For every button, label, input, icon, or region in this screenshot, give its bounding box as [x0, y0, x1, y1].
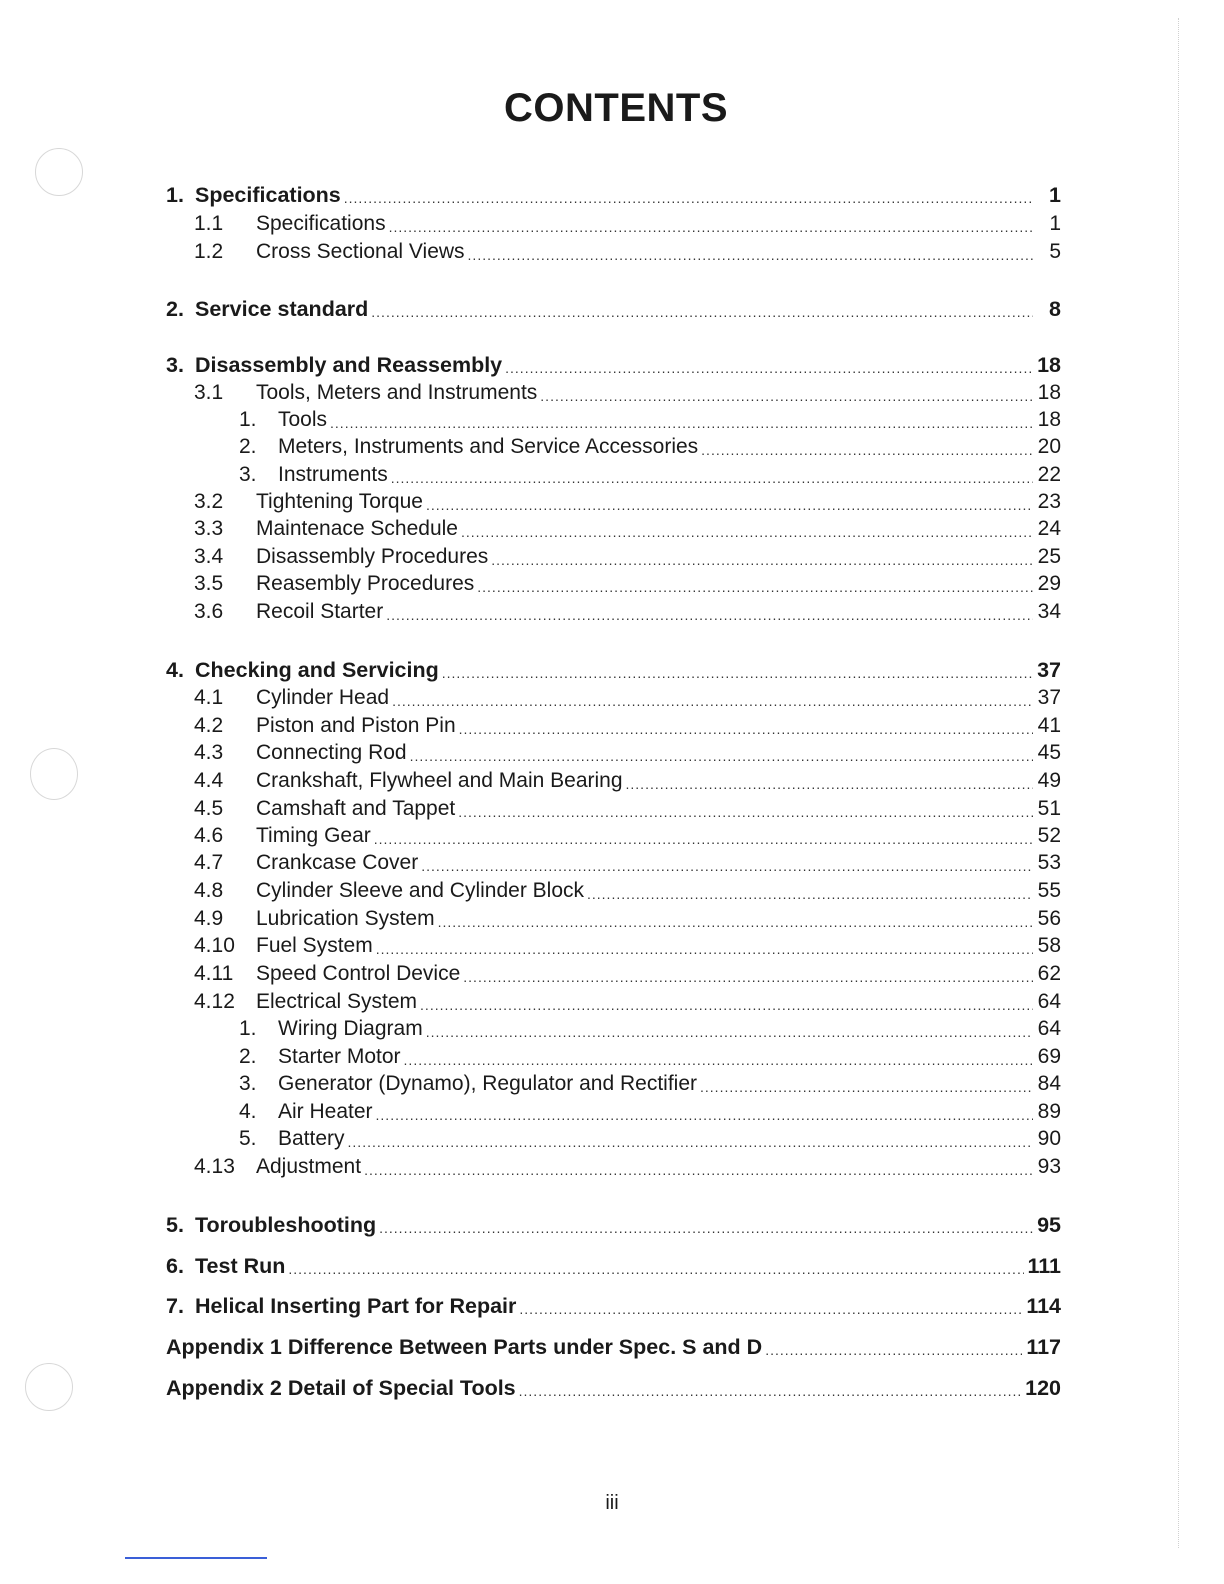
- toc-entry-label: Checking and Servicing: [195, 658, 439, 682]
- page-number-footer: iii: [605, 1492, 619, 1514]
- toc-entry-label: Piston and Piston Pin: [256, 714, 456, 737]
- toc-section-entry[interactable]: [194, 849, 1061, 875]
- toc-entry-label: Disassembly Procedures: [256, 545, 489, 568]
- toc-entry-label: Cylinder Head: [256, 686, 390, 709]
- toc-entry-number: 3.3: [194, 517, 224, 540]
- toc-entry-label: Instruments: [278, 463, 388, 486]
- toc-entry-page-number: 55: [1037, 879, 1061, 902]
- toc-entry-label: Maintenace Schedule: [256, 517, 458, 540]
- toc-entry-number: 1.: [166, 183, 184, 207]
- toc-chapter-entry[interactable]: [166, 295, 1061, 321]
- dot-leader: [376, 940, 1033, 958]
- toc-entry-label: Wiring Diagram: [278, 1017, 423, 1040]
- dot-leader: [364, 1161, 1033, 1179]
- dot-leader: [463, 968, 1033, 986]
- dot-leader: [505, 359, 1033, 377]
- dot-leader: [700, 1078, 1033, 1096]
- toc-section-entry[interactable]: [194, 877, 1061, 903]
- toc-entry-page-number: 37: [1037, 658, 1061, 682]
- toc-entry-label: Cylinder Sleeve and Cylinder Block: [256, 879, 584, 902]
- toc-chapter-entry[interactable]: [166, 656, 1061, 682]
- toc-entry-label: Crankcase Cover: [256, 851, 419, 874]
- toc-entry-number: 4.2: [194, 714, 224, 737]
- toc-entry-number: 4.12: [194, 990, 235, 1013]
- toc-entry-label: Connecting Rod: [256, 741, 407, 764]
- dot-leader: [389, 218, 1033, 236]
- toc-entry-number: 3.: [239, 463, 257, 486]
- dot-leader: [540, 387, 1033, 405]
- dot-leader: [442, 664, 1033, 682]
- toc-chapter-entry[interactable]: [166, 1252, 1061, 1278]
- dot-leader: [426, 1023, 1033, 1041]
- toc-entry-page-number: 49: [1037, 769, 1061, 792]
- toc-section-entry[interactable]: [194, 739, 1061, 765]
- toc-section-entry[interactable]: [194, 767, 1061, 793]
- toc-section-entry[interactable]: [194, 515, 1061, 541]
- toc-entry-label: Fuel System: [256, 934, 373, 957]
- toc-entry-label: Disassembly and Reassembly: [195, 353, 503, 377]
- toc-entry-page-number: 18: [1037, 353, 1061, 377]
- toc-section-entry[interactable]: [194, 822, 1061, 848]
- toc-entry-page-number: 62: [1037, 962, 1061, 985]
- dot-leader: [438, 913, 1033, 931]
- toc-entry-page-number: 64: [1037, 990, 1061, 1013]
- toc-entry-label: Cross Sectional Views: [256, 240, 465, 263]
- toc-section-entry[interactable]: [194, 1153, 1061, 1179]
- toc-subsection-entry[interactable]: [239, 1043, 1061, 1069]
- dot-leader: [626, 775, 1033, 793]
- toc-entry-number: 1.: [239, 408, 257, 431]
- toc-entry-label: Appendix 1 Difference Between Parts under Spec. S and D: [166, 1335, 763, 1359]
- toc-section-entry[interactable]: [194, 598, 1061, 624]
- toc-entry-page-number: 84: [1037, 1072, 1061, 1095]
- dot-leader: [288, 1260, 1023, 1278]
- toc-chapter-entry[interactable]: [166, 181, 1061, 207]
- toc-entry-number: 4.5: [194, 797, 224, 820]
- toc-entry-number: 4.8: [194, 879, 224, 902]
- toc-entry-page-number: 20: [1037, 435, 1061, 458]
- toc-section-entry[interactable]: [194, 795, 1061, 821]
- toc-section-entry[interactable]: [194, 570, 1061, 596]
- toc-entry-page-number: 29: [1037, 572, 1061, 595]
- dot-leader: [348, 1133, 1033, 1151]
- dot-leader: [491, 551, 1033, 569]
- toc-entry-label: Appendix 2 Detail of Special Tools: [166, 1376, 516, 1400]
- toc-entry-page-number: 111: [1027, 1254, 1061, 1278]
- toc-subsection-entry[interactable]: [239, 406, 1061, 432]
- dot-leader: [765, 1341, 1022, 1359]
- toc-entry-label: Recoil Starter: [256, 600, 384, 623]
- toc-entry-label: Air Heater: [278, 1100, 373, 1123]
- toc-entry-number: 1.: [239, 1017, 257, 1040]
- toc-entry-number: 1.1: [194, 212, 224, 235]
- toc-entry-page-number: 120: [1025, 1376, 1061, 1400]
- toc-entry-number: 3.5: [194, 572, 224, 595]
- toc-entry-label: Lubrication System: [256, 907, 435, 930]
- dot-leader: [379, 1219, 1033, 1237]
- toc-entry-number: 2.: [166, 297, 184, 321]
- toc-entry-number: 4.4: [194, 769, 224, 792]
- toc-entry-page-number: 90: [1037, 1127, 1061, 1150]
- toc-entry-number: 4.: [166, 658, 184, 682]
- toc-entry-number: 3.4: [194, 545, 224, 568]
- toc-entry-page-number: 45: [1037, 741, 1061, 764]
- toc-entry-number: 4.6: [194, 824, 224, 847]
- dot-leader: [458, 803, 1033, 821]
- dot-leader: [519, 1382, 1021, 1400]
- toc-entry-page-number: 51: [1037, 797, 1061, 820]
- underline-mark: [125, 1557, 267, 1559]
- toc-entry-label: Electrical System: [256, 990, 418, 1013]
- toc-chapter-entry[interactable]: [166, 1333, 1061, 1359]
- toc-entry-page-number: 69: [1037, 1045, 1061, 1068]
- toc-entry-number: 4.9: [194, 907, 224, 930]
- toc-entry-label: Battery: [278, 1127, 345, 1150]
- toc-entry-label: Timing Gear: [256, 824, 371, 847]
- toc-entry-label: Generator (Dynamo), Regulator and Rectifier: [278, 1072, 698, 1095]
- toc-subsection-entry[interactable]: [239, 1098, 1061, 1124]
- dot-leader: [330, 414, 1033, 432]
- toc-entry-label: Helical Inserting Part for Repair: [195, 1294, 517, 1318]
- toc-entry-page-number: 41: [1037, 714, 1061, 737]
- toc-entry-page-number: 34: [1037, 600, 1061, 623]
- toc-subsection-entry[interactable]: [239, 1015, 1061, 1041]
- dot-leader: [420, 996, 1033, 1014]
- toc-entry-page-number: 25: [1037, 545, 1061, 568]
- toc-entry-page-number: 52: [1037, 824, 1061, 847]
- toc-entry-page-number: 58: [1037, 934, 1061, 957]
- dot-leader: [386, 606, 1033, 624]
- dot-leader: [426, 496, 1033, 514]
- toc-section-entry[interactable]: [194, 238, 1061, 264]
- toc-entry-number: 4.10: [194, 934, 235, 957]
- toc-chapter-entry[interactable]: [166, 1211, 1061, 1237]
- toc-entry-page-number: 18: [1037, 408, 1061, 431]
- toc-subsection-entry[interactable]: [239, 433, 1061, 459]
- toc-section-entry[interactable]: [194, 488, 1061, 514]
- page-title: CONTENTS: [504, 86, 728, 130]
- dot-leader: [371, 303, 1033, 321]
- toc-entry-page-number: 1: [1049, 212, 1061, 235]
- toc-entry-page-number: 37: [1037, 686, 1061, 709]
- toc-section-entry[interactable]: [194, 960, 1061, 986]
- toc-entry-label: Reasembly Procedures: [256, 572, 475, 595]
- toc-subsection-entry[interactable]: [239, 1125, 1061, 1151]
- toc-entry-number: 6.: [166, 1254, 184, 1278]
- punch-hole-mark: [30, 748, 78, 800]
- toc-section-entry[interactable]: [194, 684, 1061, 710]
- toc-entry-label: Starter Motor: [278, 1045, 401, 1068]
- toc-entry-page-number: 23: [1037, 490, 1061, 513]
- dot-leader: [410, 747, 1033, 765]
- toc-entry-page-number: 5: [1049, 240, 1061, 263]
- dot-leader: [459, 720, 1033, 738]
- punch-hole-mark: [25, 1363, 73, 1411]
- toc-chapter-entry[interactable]: [166, 1292, 1061, 1318]
- toc-entry-page-number: 117: [1026, 1335, 1061, 1359]
- dot-leader: [376, 1106, 1033, 1124]
- toc-entry-page-number: 18: [1037, 381, 1061, 404]
- toc-entry-number: 3.: [239, 1072, 257, 1095]
- toc-section-entry[interactable]: [194, 932, 1061, 958]
- dot-leader: [392, 692, 1033, 710]
- toc-entry-label: Service standard: [195, 297, 369, 321]
- toc-entry-number: 5.: [166, 1213, 184, 1237]
- toc-entry-page-number: 56: [1037, 907, 1061, 930]
- toc-chapter-entry[interactable]: [166, 1374, 1061, 1400]
- toc-chapter-entry[interactable]: [166, 351, 1061, 377]
- toc-entry-number: 4.7: [194, 851, 224, 874]
- toc-entry-label: Speed Control Device: [256, 962, 461, 985]
- toc-section-entry[interactable]: [194, 988, 1061, 1014]
- toc-entry-number: 4.13: [194, 1155, 235, 1178]
- dot-leader: [404, 1051, 1033, 1069]
- toc-entry-page-number: 22: [1037, 463, 1061, 486]
- toc-entry-number: 2.: [239, 435, 257, 458]
- toc-entry-label: Tools: [278, 408, 328, 431]
- dot-leader: [587, 885, 1033, 903]
- dot-leader: [421, 857, 1033, 875]
- toc-entry-label: Specifications: [256, 212, 386, 235]
- toc-entry-label: Tools, Meters and Instruments: [256, 381, 538, 404]
- toc-entry-label: Camshaft and Tappet: [256, 797, 456, 820]
- dot-leader: [391, 469, 1033, 487]
- toc-entry-number: 4.1: [194, 686, 224, 709]
- toc-entry-number: 4.: [239, 1100, 257, 1123]
- dot-leader: [344, 189, 1033, 207]
- toc-entry-page-number: 93: [1037, 1155, 1061, 1178]
- dot-leader: [477, 578, 1033, 596]
- dot-leader: [374, 830, 1033, 848]
- toc-subsection-entry[interactable]: [239, 461, 1061, 487]
- toc-entry-number: 3.2: [194, 490, 224, 513]
- toc-section-entry[interactable]: [194, 210, 1061, 236]
- punch-hole-mark: [35, 148, 83, 196]
- toc-entry-page-number: 8: [1049, 297, 1061, 321]
- toc-section-entry[interactable]: [194, 543, 1061, 569]
- toc-entry-page-number: 1: [1049, 183, 1061, 207]
- toc-entry-label: Crankshaft, Flywheel and Main Bearing: [256, 769, 623, 792]
- toc-entry-number: 3.: [166, 353, 184, 377]
- toc-entry-label: Meters, Instruments and Service Accessories: [278, 435, 699, 458]
- page-edge-line: [1178, 18, 1179, 1548]
- toc-entry-page-number: 95: [1037, 1213, 1061, 1237]
- dot-leader: [701, 441, 1033, 459]
- toc-entry-number: 1.2: [194, 240, 224, 263]
- toc-entry-label: Tightening Torque: [256, 490, 423, 513]
- toc-entry-label: Test Run: [195, 1254, 286, 1278]
- toc-entry-label: Toroubleshooting: [195, 1213, 377, 1237]
- dot-leader: [519, 1300, 1022, 1318]
- toc-entry-page-number: 114: [1026, 1294, 1061, 1318]
- toc-section-entry[interactable]: [194, 379, 1061, 405]
- toc-entry-page-number: 64: [1037, 1017, 1061, 1040]
- toc-entry-number: 3.6: [194, 600, 224, 623]
- dot-leader: [468, 246, 1033, 264]
- toc-entry-page-number: 53: [1037, 851, 1061, 874]
- toc-entry-label: Specifications: [195, 183, 341, 207]
- toc-entry-number: 7.: [166, 1294, 184, 1318]
- toc-entry-number: 3.1: [194, 381, 224, 404]
- toc-entry-label: Adjustment: [256, 1155, 362, 1178]
- dot-leader: [461, 523, 1033, 541]
- toc-entry-number: 2.: [239, 1045, 257, 1068]
- toc-subsection-entry[interactable]: [239, 1070, 1061, 1096]
- toc-entry-page-number: 24: [1037, 517, 1061, 540]
- toc-entry-page-number: 89: [1037, 1100, 1061, 1123]
- toc-entry-number: 4.3: [194, 741, 224, 764]
- toc-entry-number: 4.11: [194, 962, 234, 985]
- toc-entry-number: 5.: [239, 1127, 257, 1150]
- toc-section-entry[interactable]: [194, 712, 1061, 738]
- toc-section-entry[interactable]: [194, 905, 1061, 931]
